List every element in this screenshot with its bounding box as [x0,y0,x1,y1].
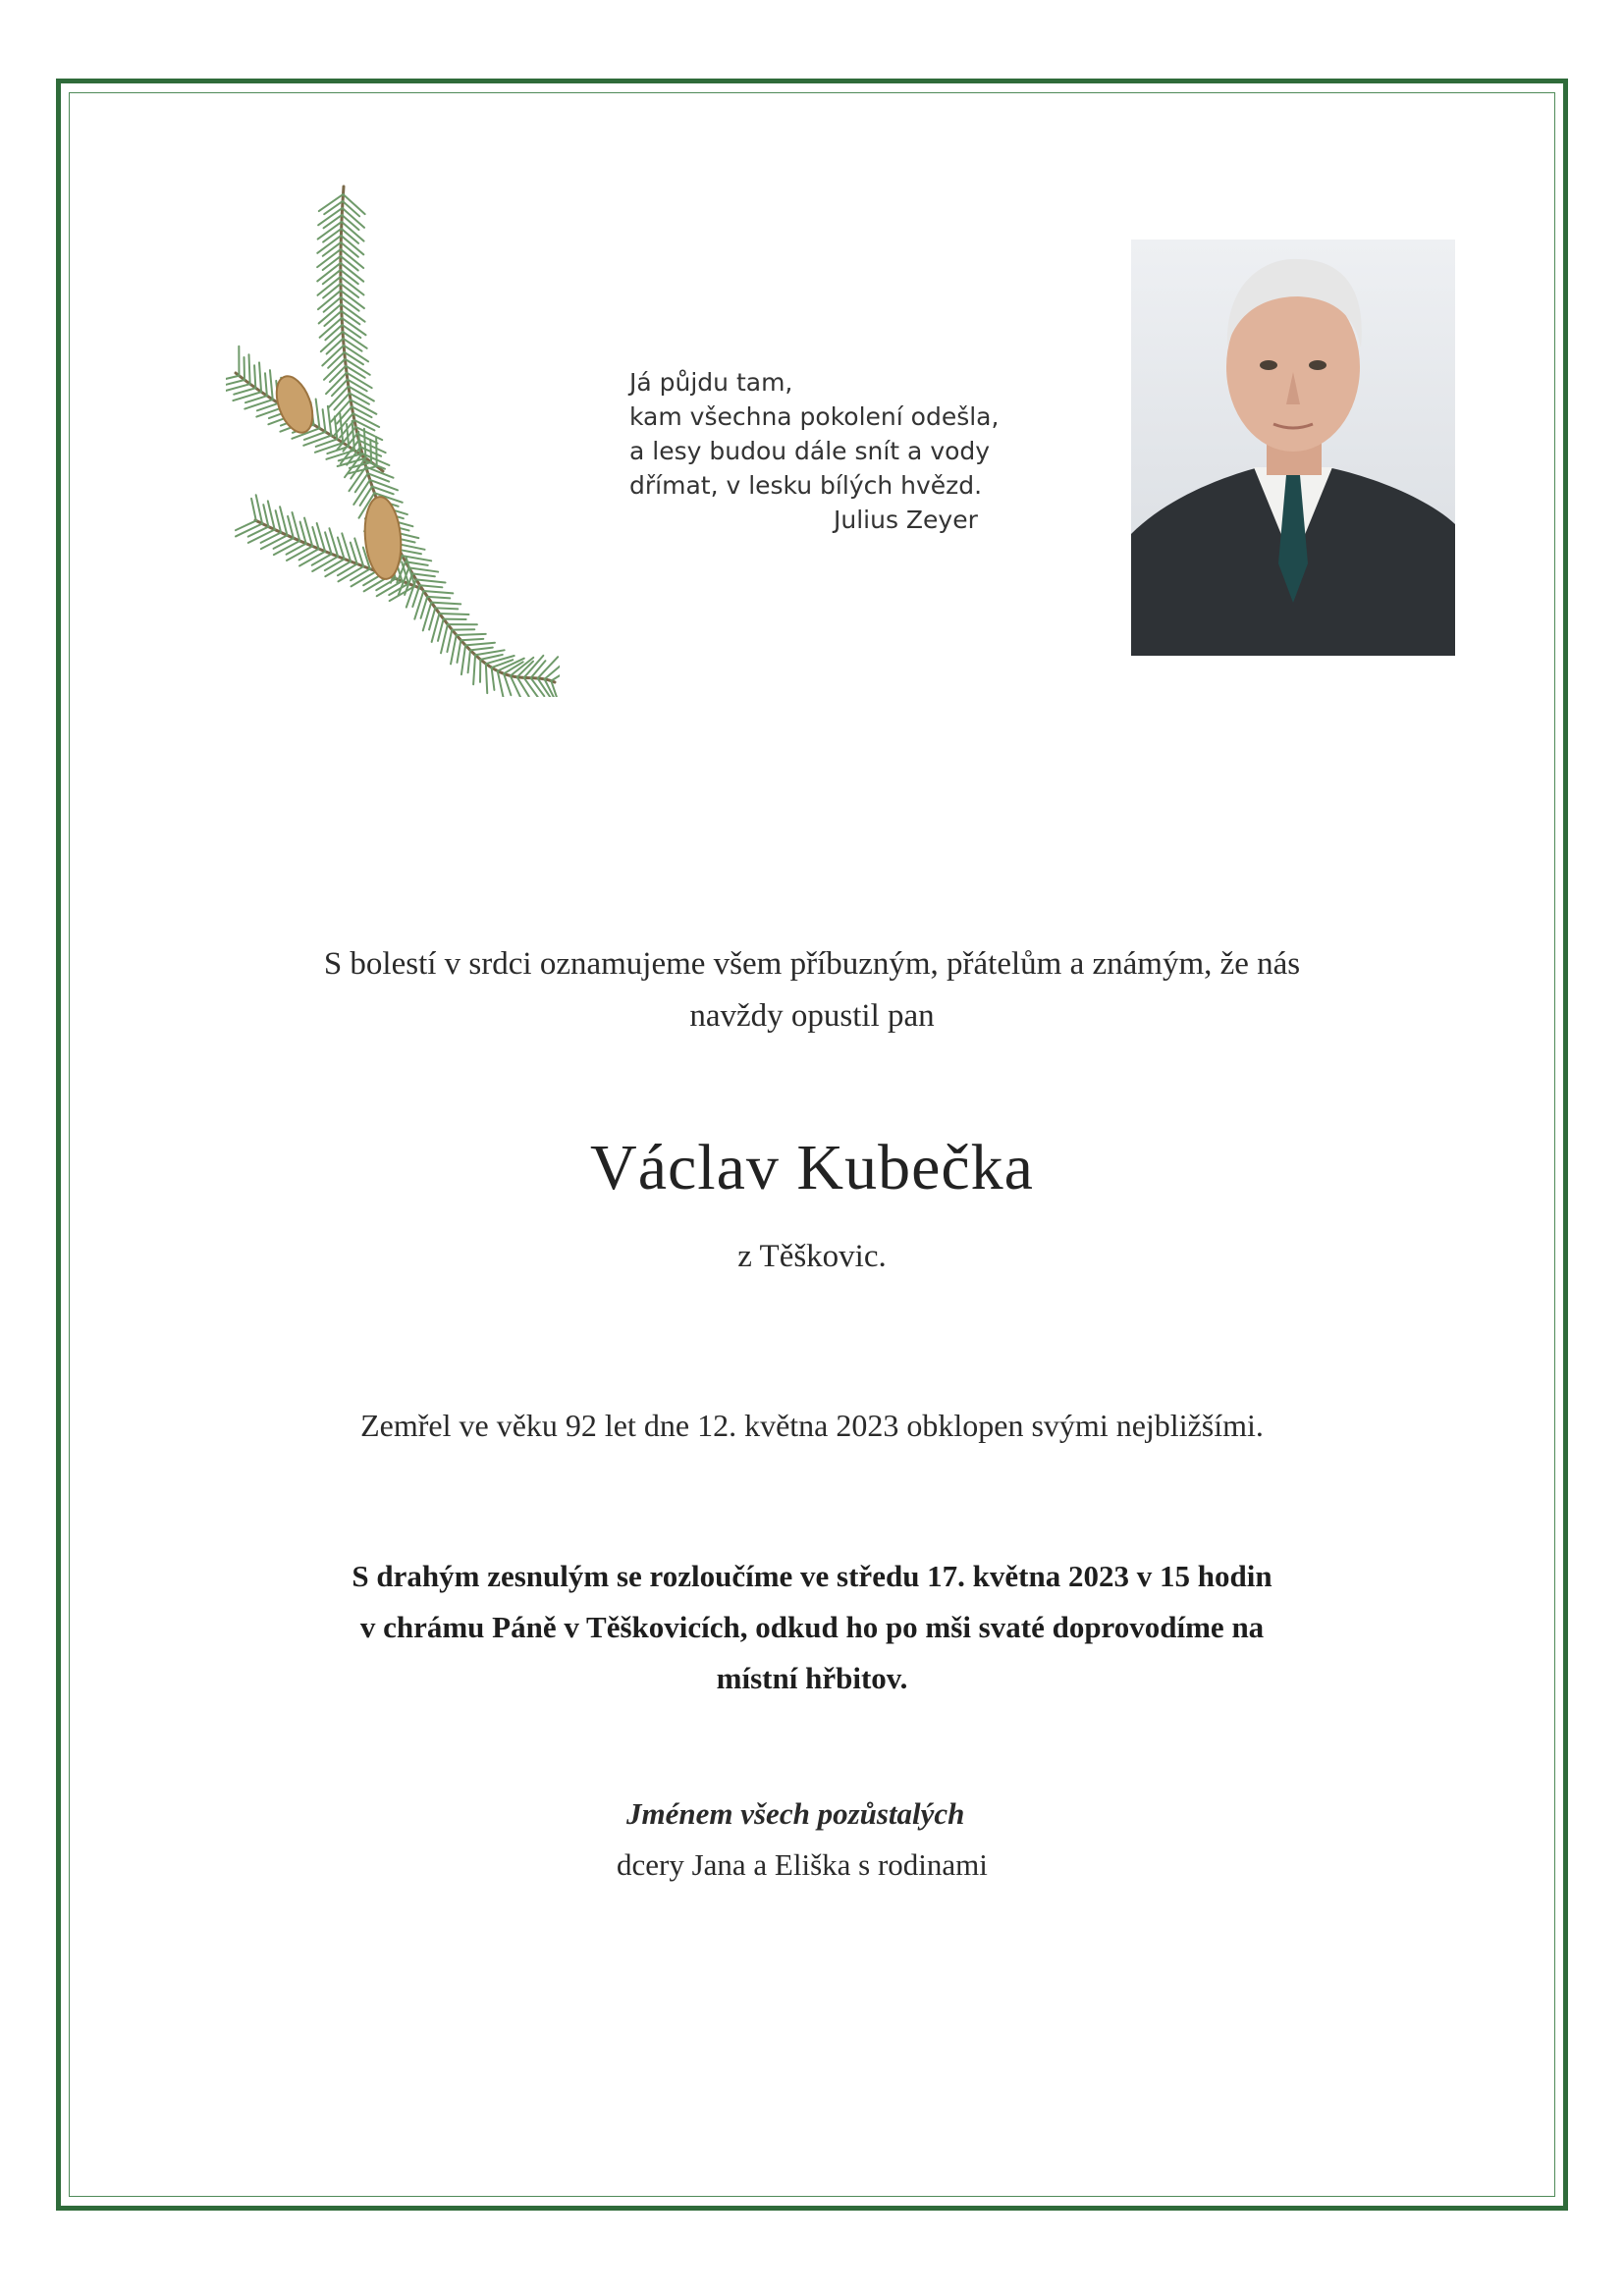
announcement-text [118,938,1506,1042]
poem-line: a lesy budou dále snít a vody [629,437,991,465]
pine-needle [376,437,377,466]
poem-line: kam všechna pokolení odešla, [629,402,1000,431]
pine-needle [330,366,346,382]
pine-needle [468,650,470,672]
pine-needle [327,339,344,354]
pine-needle [341,284,358,297]
pine-needle [351,569,370,581]
pine-needle [408,567,438,571]
pine-needle [248,530,275,543]
pine-needle [451,635,457,664]
pine-needle [355,473,368,492]
pine-needle [342,215,358,230]
poem-line: dřímat, v lesku bílých hvězd. [629,471,983,500]
pine-needle [348,380,367,392]
ceremony-info [118,1551,1506,1704]
pine-needle [423,591,453,593]
pine-needle [287,546,312,561]
pine-needle [324,201,343,214]
pine-needle [328,352,345,368]
pine-needle [345,352,363,364]
pine-needle [447,630,452,652]
pine-needle [316,400,320,429]
pine-needle [435,608,458,609]
pine-needle [312,554,332,564]
pine-needle [370,440,371,462]
announcement-line: S bolestí v srdci oznamujeme všem příbuzným, přátelům a známým, že nás [323,946,1301,982]
pine-needle [341,270,358,284]
pine-needle [343,201,359,216]
pine-needle [324,311,341,326]
pine-needle [480,655,502,660]
pine-needle [470,648,493,651]
pine-needle [337,406,352,423]
deceased-name: Václav Kubečka [590,1132,1034,1203]
pine-needle [376,578,396,590]
pine-needle [338,564,357,576]
pine-needle [420,585,443,587]
signoff-title: Jménem všech pozůstalých [626,1796,965,1831]
pine-needle [531,678,545,696]
pine-needle [325,559,345,570]
pine-needle [461,645,465,674]
pine-needle [254,365,255,388]
pine-needle [346,366,365,378]
pine-needle [323,242,341,256]
announcement-line: navždy opustil pan [689,998,935,1034]
pine-needle [324,297,342,312]
pine-needle [236,524,262,537]
pine-needle [342,325,360,338]
pine-needle [274,541,299,555]
pine-needle [427,597,450,599]
pine-needle [270,370,273,400]
pine-needle [342,229,358,243]
ceremony-line: místní hřbitov. [716,1661,908,1695]
signoff-names: dcery Jana a Eliška s rodinami [617,1847,988,1882]
pine-needle [325,325,342,340]
deceased-origin: z Těškovic. [737,1239,887,1274]
pine-needle [341,242,358,257]
pine-needle [458,640,461,663]
pine-needle [244,357,245,380]
pine-needle [343,339,361,351]
pine-needle [429,608,435,629]
pine-needle [248,354,249,384]
pine-needle [256,495,262,523]
pine-needle [342,311,360,324]
pine-needle [303,436,331,446]
pine-needle [251,499,256,521]
pine-needle [299,552,325,566]
pine-needle [299,549,319,560]
pine-needle [416,579,446,582]
pine-needle [324,215,343,228]
poem-quote [629,365,1042,537]
death-info: Zemřel ve věku 92 let dne 12. května 2023 obklopen svými nejbližšími. [360,1408,1264,1443]
poem-author: Julius Zeyer [834,506,978,534]
pine-needle [265,373,267,396]
pine-needle [259,362,261,392]
pine-needle [412,573,435,576]
ceremony-line: S drahým zesnulým se rozloučíme ve středu 17. května 2023 v 15 hodin [352,1559,1272,1593]
pine-needle [460,639,483,640]
pine-needle [287,544,306,555]
pine-needle [334,393,350,409]
pine-needle [274,538,294,549]
pine-needle [465,643,495,646]
portrait-photo [1131,240,1455,656]
pine-needle [511,676,523,697]
pine-needle [438,619,444,641]
pine-needle [226,380,244,386]
pine-needle [234,388,255,394]
pine-needle [261,535,288,549]
pine-needle [431,603,460,605]
pine-needle [531,661,546,678]
pine-needle [332,380,348,397]
pine-needle [323,284,341,298]
pine-needle [492,667,495,690]
pine-needle [421,597,428,618]
pine-needle [323,270,341,284]
pine-needle [473,655,475,684]
pine-needle [486,664,487,693]
pine-needle [323,229,342,242]
poem-line: Já půjdu tam, [629,368,793,397]
pine-needle [341,297,358,311]
pine-needle [323,256,341,270]
pine-needle [323,409,326,432]
pine-needle [353,413,380,427]
pine-needle [341,256,358,271]
ceremony-line: v chrámu Páně v Těškovicích, odkud ho po mši svaté doprovodíme na [359,1610,1265,1644]
pine-needle [457,634,486,635]
pine-branch-illustration [226,177,560,697]
